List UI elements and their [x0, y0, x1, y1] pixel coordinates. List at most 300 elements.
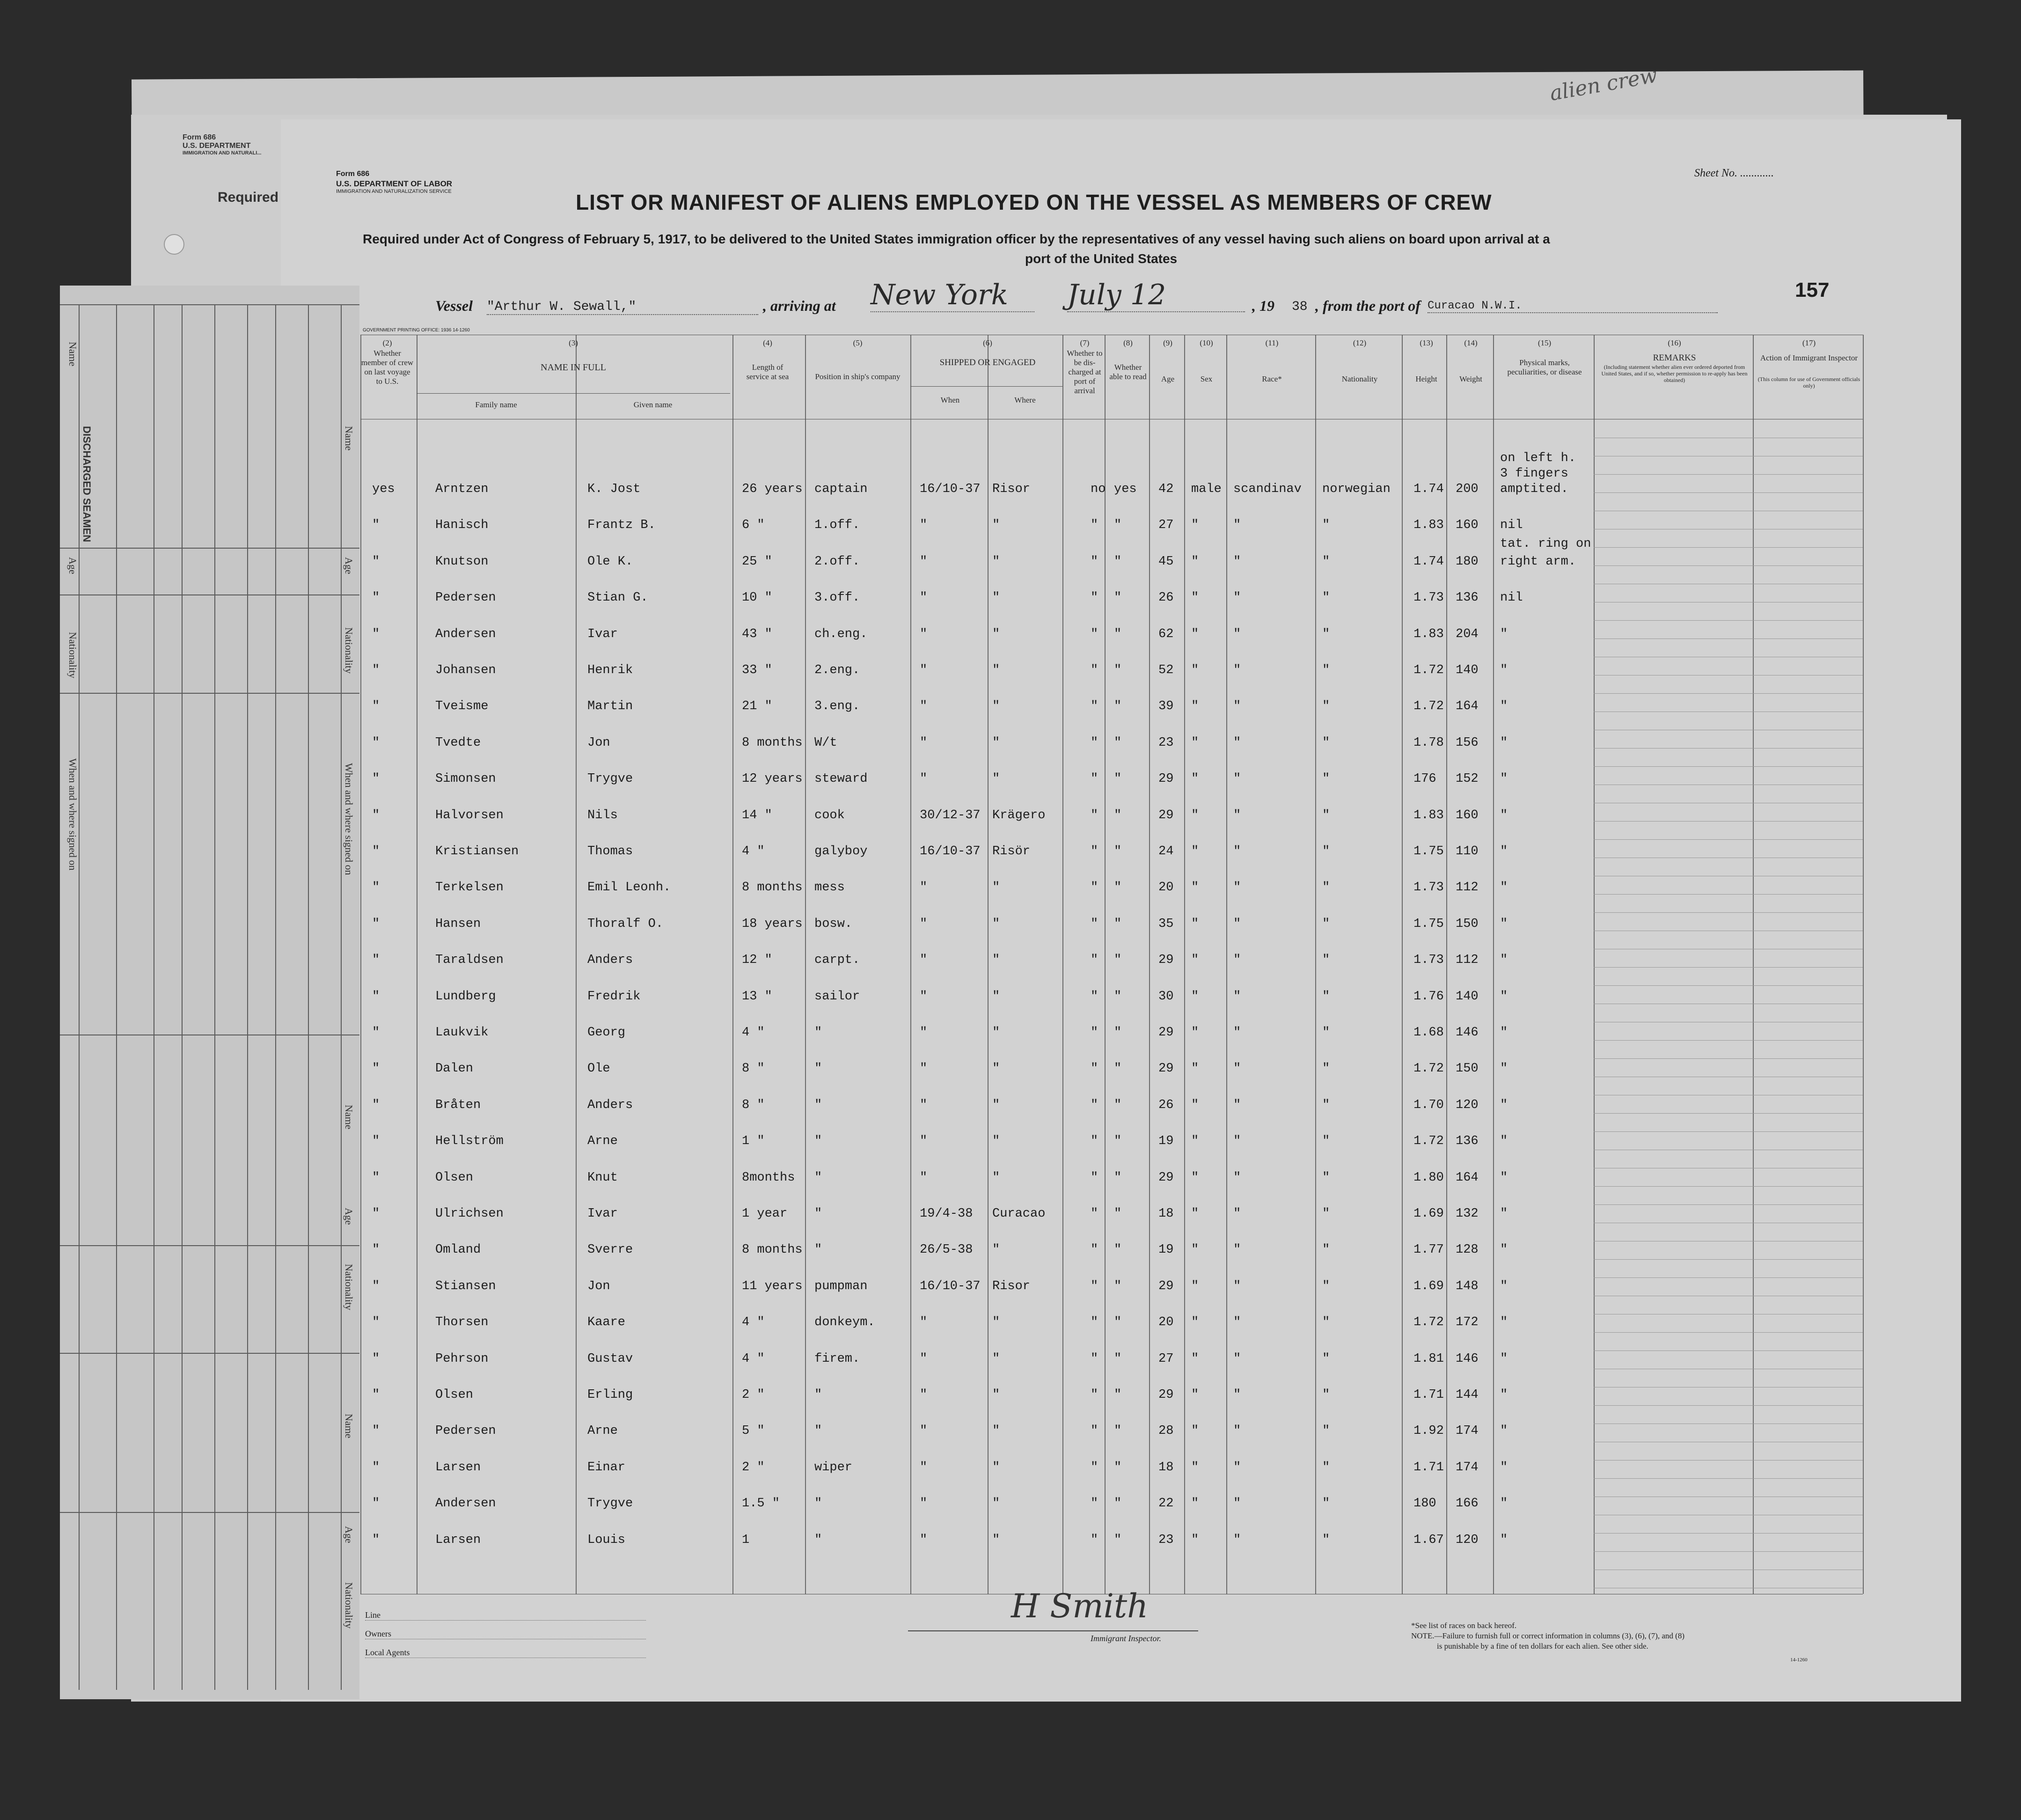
- slip-row-rule: [60, 1245, 359, 1246]
- row-12-read: ": [1114, 881, 1122, 895]
- row-15-marks: ": [1500, 989, 1508, 1004]
- row-6-service: 33 ": [742, 663, 772, 677]
- row-23-discharge: ": [1091, 1279, 1098, 1293]
- col-10-number: (10): [1200, 338, 1213, 347]
- row-12-marks: ": [1500, 881, 1508, 895]
- row-24-weight: 172: [1456, 1315, 1479, 1330]
- table-column-rule: [1149, 335, 1150, 1594]
- slip-column-rule: [116, 304, 117, 1035]
- row-5-where: ": [992, 627, 1000, 641]
- row-15-nationality: ": [1322, 989, 1330, 1004]
- row-29-marks: ": [1500, 1497, 1508, 1511]
- row-10-nationality: ": [1322, 808, 1330, 822]
- ruled-line: [1594, 1040, 1863, 1041]
- row-2-nationality: ": [1322, 518, 1330, 533]
- col-12-number: (12): [1353, 338, 1367, 347]
- table-column-rule: [1446, 335, 1447, 1594]
- row-30-given: Louis: [587, 1533, 626, 1547]
- row-15-when: ": [920, 989, 928, 1004]
- row-6-read: ": [1114, 663, 1122, 677]
- row-21-nationality: ": [1322, 1207, 1330, 1221]
- row-27-where: ": [992, 1424, 1000, 1438]
- row-10-position: cook: [814, 808, 845, 822]
- table-column-rule: [988, 335, 989, 1594]
- slip-column-rule: [308, 304, 309, 1035]
- row-28-marks: ": [1500, 1460, 1508, 1475]
- slip-label-nationality: Nationality: [67, 632, 79, 678]
- row-22-service: 8 months: [742, 1243, 803, 1257]
- row-4-family: Pedersen: [435, 591, 496, 605]
- row-19-sex: ": [1191, 1134, 1199, 1149]
- row-16-position: ": [814, 1026, 822, 1040]
- row-12-when: ": [920, 881, 928, 895]
- col-6-number: (6): [983, 338, 992, 347]
- row-21-member: ": [372, 1207, 380, 1221]
- ruled-line: [1594, 766, 1863, 767]
- row-16-service: 4 ": [742, 1026, 765, 1040]
- slip-right-nationality-3: Nationality: [343, 1582, 355, 1629]
- row-27-read: ": [1114, 1424, 1122, 1438]
- row-10-given: Nils: [587, 808, 618, 822]
- row-7-read: ": [1114, 699, 1122, 714]
- row-20-marks: ": [1500, 1170, 1508, 1185]
- slip-column-rule: [182, 304, 183, 1035]
- row-8-member: ": [372, 735, 380, 750]
- col-16-subheader: (Including statement whether alien ever ordered deported from United States, and if so, whether permission to re-apply has been obtained): [1601, 364, 1748, 383]
- from-port-label: , from the port of: [1315, 297, 1421, 314]
- row-7-where: ": [992, 699, 1000, 714]
- ruled-line: [1594, 547, 1863, 548]
- ruled-line: [1594, 1259, 1863, 1260]
- row-20-race: ": [1233, 1170, 1241, 1185]
- row-10-sex: ": [1191, 808, 1199, 822]
- row-13-where: ": [992, 917, 1000, 931]
- row-29-weight: 166: [1456, 1497, 1479, 1511]
- row-9-race: ": [1233, 772, 1241, 786]
- row-16-age: 29: [1158, 1026, 1174, 1040]
- row-11-sex: ": [1191, 844, 1199, 859]
- row-3-height: 1.74: [1413, 554, 1444, 569]
- row-26-read: ": [1114, 1388, 1122, 1402]
- row-30-service: 1: [742, 1533, 750, 1547]
- row-14-position: carpt.: [814, 953, 860, 968]
- row-29-race: ": [1233, 1497, 1241, 1511]
- row-29-position: ": [814, 1497, 822, 1511]
- row-28-sex: ": [1191, 1460, 1199, 1475]
- row-9-sex: ": [1191, 772, 1199, 786]
- row-26-sex: ": [1191, 1388, 1199, 1402]
- row-23-read: ": [1114, 1279, 1122, 1293]
- row-1-where: Risor: [992, 482, 1031, 496]
- row-29-member: ": [372, 1497, 380, 1511]
- row-20-weight: 164: [1456, 1170, 1479, 1185]
- row-22-sex: ": [1191, 1243, 1199, 1257]
- row-27-age: 28: [1158, 1424, 1174, 1438]
- row-30-position: ": [814, 1533, 822, 1547]
- row-1-given: K. Jost: [587, 482, 641, 496]
- ruled-line: [1594, 1551, 1863, 1552]
- row-3-family: Knutson: [435, 554, 489, 569]
- row-1-position: captain: [814, 482, 868, 496]
- row-30-where: ": [992, 1533, 1000, 1547]
- row-13-discharge: ": [1091, 917, 1098, 931]
- row-23-sex: ": [1191, 1279, 1199, 1293]
- row-27-height: 1.92: [1413, 1424, 1444, 1438]
- row-25-where: ": [992, 1351, 1000, 1366]
- row-28-nationality: ": [1322, 1460, 1330, 1475]
- row-13-read: ": [1114, 917, 1122, 931]
- ruled-line: [1594, 748, 1863, 749]
- row-1-marks: amptited.: [1500, 482, 1568, 496]
- row-20-when: ": [920, 1170, 928, 1185]
- row-2-when: ": [920, 518, 928, 533]
- row-3-weight: 180: [1456, 554, 1479, 569]
- row-23-nationality: ": [1322, 1279, 1330, 1293]
- row-7-position: 3.eng.: [814, 699, 860, 714]
- row-20-nationality: ": [1322, 1170, 1330, 1185]
- row-5-nationality: ": [1322, 627, 1330, 641]
- table-column-rule: [1105, 335, 1106, 1594]
- row-1-family: Arntzen: [435, 482, 489, 496]
- row-6-discharge: ": [1091, 663, 1098, 677]
- row-2-given: Frantz B.: [587, 518, 656, 533]
- row-19-discharge: ": [1091, 1134, 1098, 1149]
- ruled-line: [1594, 693, 1863, 694]
- row-23-height: 1.69: [1413, 1279, 1444, 1293]
- row-7-discharge: ": [1091, 699, 1098, 714]
- row-19-height: 1.72: [1413, 1134, 1444, 1149]
- row-8-marks: ": [1500, 735, 1508, 750]
- row-10-where: Krägero: [992, 808, 1046, 822]
- row-11-position: galyboy: [814, 844, 868, 859]
- row-26-age: 29: [1158, 1388, 1174, 1402]
- row-18-read: ": [1114, 1098, 1122, 1112]
- row-28-race: ": [1233, 1460, 1241, 1475]
- ruled-line: [1594, 1186, 1863, 1187]
- row-1-member: yes: [372, 482, 395, 496]
- manifest-sheet: [281, 119, 1961, 1702]
- row-17-position: ": [814, 1062, 822, 1076]
- row-3-service: 25 ": [742, 554, 772, 569]
- row-22-weight: 128: [1456, 1243, 1479, 1257]
- row-14-discharge: ": [1091, 953, 1098, 968]
- row-9-nationality: ": [1322, 772, 1330, 786]
- row-21-race: ": [1233, 1207, 1241, 1221]
- row-30-family: Larsen: [435, 1533, 481, 1547]
- row-8-service: 8 months: [742, 735, 803, 750]
- col-15-header: Physical marks, peculiarities, or disease: [1507, 358, 1582, 376]
- slip-right-age-2: Age: [343, 1208, 355, 1225]
- row-7-height: 1.72: [1413, 699, 1444, 714]
- row-25-height: 1.81: [1413, 1351, 1444, 1366]
- row-15-weight: 140: [1456, 989, 1479, 1004]
- row-29-discharge: ": [1091, 1497, 1098, 1511]
- row-29-where: ": [992, 1497, 1000, 1511]
- row-18-position: ": [814, 1098, 822, 1112]
- row-5-member: ": [372, 627, 380, 641]
- row-26-when: ": [920, 1388, 928, 1402]
- row-18-discharge: ": [1091, 1098, 1098, 1112]
- row-20-family: Olsen: [435, 1170, 474, 1185]
- row-6-member: ": [372, 663, 380, 677]
- row-17-family: Dalen: [435, 1062, 474, 1076]
- row-2-position: 1.off.: [814, 518, 860, 533]
- slip-column-rule: [308, 1035, 309, 1690]
- row-18-family: Bråten: [435, 1098, 481, 1112]
- row-7-given: Martin: [587, 699, 633, 714]
- row-26-marks: ": [1500, 1388, 1508, 1402]
- row-4-height: 1.73: [1413, 591, 1444, 605]
- row-30-weight: 120: [1456, 1533, 1479, 1547]
- row-24-service: 4 ": [742, 1315, 765, 1330]
- row-26-given: Erling: [587, 1388, 633, 1402]
- vessel-name: "Arthur W. Sewall,": [487, 300, 758, 315]
- row-17-height: 1.72: [1413, 1062, 1444, 1076]
- col-14-header: Weight: [1459, 374, 1482, 383]
- row-12-weight: 112: [1456, 881, 1479, 895]
- row-19-member: ": [372, 1134, 380, 1149]
- row-13-nationality: ": [1322, 917, 1330, 931]
- row-14-member: ": [372, 953, 380, 968]
- row-9-member: ": [372, 772, 380, 786]
- row-22-where: ": [992, 1243, 1000, 1257]
- row-17-weight: 150: [1456, 1062, 1479, 1076]
- ruled-line: [1594, 839, 1863, 840]
- row-11-service: 4 ": [742, 844, 765, 859]
- table-column-rule: [1062, 335, 1063, 1594]
- row-9-family: Simonsen: [435, 772, 496, 786]
- row-5-age: 62: [1158, 627, 1174, 641]
- row-11-discharge: ": [1091, 844, 1098, 859]
- row-11-weight: 110: [1456, 844, 1479, 859]
- row-20-sex: ": [1191, 1170, 1199, 1185]
- row-19-where: ": [992, 1134, 1000, 1149]
- row-11-member: ": [372, 844, 380, 859]
- row-17-race: ": [1233, 1062, 1241, 1076]
- row-27-nationality: ": [1322, 1424, 1330, 1438]
- row-5-when: ": [920, 627, 928, 641]
- row-18-given: Anders: [587, 1098, 633, 1112]
- row-14-age: 29: [1158, 953, 1174, 968]
- row-14-read: ": [1114, 953, 1122, 968]
- row-11-when: 16/10-37: [920, 844, 981, 859]
- slip-right-age-3: Age: [343, 1526, 355, 1543]
- row-20-where: ": [992, 1170, 1000, 1185]
- col-3-header: NAME IN FULL: [541, 362, 606, 373]
- arriving-label: , arriving at: [763, 297, 836, 314]
- row-25-given: Gustav: [587, 1351, 633, 1366]
- row-18-race: ": [1233, 1098, 1241, 1112]
- row-14-when: ": [920, 953, 928, 968]
- row-22-given: Sverre: [587, 1243, 633, 1257]
- row-2-age: 27: [1158, 518, 1174, 533]
- row-5-family: Andersen: [435, 627, 496, 641]
- row-14-given: Anders: [587, 953, 633, 968]
- punch-hole: [164, 234, 184, 255]
- row-13-member: ": [372, 917, 380, 931]
- row-11-race: ": [1233, 844, 1241, 859]
- row-23-when: 16/10-37: [920, 1279, 981, 1293]
- row-8-where: ": [992, 735, 1000, 750]
- row-10-service: 14 ": [742, 808, 772, 822]
- row-4-position: 3.off.: [814, 591, 860, 605]
- row-11-read: ": [1114, 844, 1122, 859]
- row-22-family: Omland: [435, 1243, 481, 1257]
- row-29-read: ": [1114, 1497, 1122, 1511]
- row-18-height: 1.70: [1413, 1098, 1444, 1112]
- row-7-service: 21 ": [742, 699, 772, 714]
- row-18-age: 26: [1158, 1098, 1174, 1112]
- row-4-sex: ": [1191, 591, 1199, 605]
- row-10-member: ": [372, 808, 380, 822]
- row-19-given: Arne: [587, 1134, 618, 1149]
- row-8-family: Tvedte: [435, 735, 481, 750]
- row-22-position: ": [814, 1243, 822, 1257]
- row-4-weight: 136: [1456, 591, 1479, 605]
- row-15-position: sailor: [814, 989, 860, 1004]
- row-29-family: Andersen: [435, 1497, 496, 1511]
- col-7-header: Whether to be dis-charged at port of arrival: [1067, 349, 1103, 395]
- row-11-family: Kristiansen: [435, 844, 519, 859]
- row-16-marks: ": [1500, 1026, 1508, 1040]
- slip-row-rule: [60, 594, 359, 595]
- row-24-when: ": [920, 1315, 928, 1330]
- row-4-member: ": [372, 591, 380, 605]
- row-15-family: Lundberg: [435, 989, 496, 1004]
- table-column-rule: [1402, 335, 1403, 1594]
- slip-column-rule: [341, 1035, 342, 1690]
- row-9-age: 29: [1158, 772, 1174, 786]
- row-1-race: scandinav: [1233, 482, 1302, 496]
- row-11-where: Risör: [992, 844, 1031, 859]
- row-14-family: Taraldsen: [435, 953, 504, 968]
- footer-line-label: Line: [365, 1610, 646, 1621]
- row-10-height: 1.83: [1413, 808, 1444, 822]
- row-9-position: steward: [814, 772, 868, 786]
- row-22-race: ": [1233, 1243, 1241, 1257]
- row-14-marks: ": [1500, 953, 1508, 968]
- row-17-when: ": [920, 1062, 928, 1076]
- col-12-header: Nationality: [1341, 374, 1378, 383]
- row-23-race: ": [1233, 1279, 1241, 1293]
- row-11-nationality: ": [1322, 844, 1330, 859]
- col-17-subheader: (This column for use of Government officials only): [1757, 376, 1860, 389]
- row-19-nationality: ": [1322, 1134, 1330, 1149]
- row-24-where: ": [992, 1315, 1000, 1330]
- row-5-position: ch.eng.: [814, 627, 868, 641]
- row-8-sex: ": [1191, 735, 1199, 750]
- ruled-line: [1594, 492, 1863, 493]
- col-6-header: SHIPPED OR ENGAGED: [939, 358, 1036, 367]
- row-25-when: ": [920, 1351, 928, 1366]
- row-3-discharge: ": [1091, 554, 1098, 569]
- row-26-nationality: ": [1322, 1388, 1330, 1402]
- row-23-where: Risor: [992, 1279, 1031, 1293]
- row-28-discharge: ": [1091, 1460, 1098, 1475]
- row-10-discharge: ": [1091, 808, 1098, 822]
- row-24-height: 1.72: [1413, 1315, 1444, 1330]
- col-2-number: (2): [382, 338, 392, 347]
- col-9-number: (9): [1163, 338, 1172, 347]
- row-18-weight: 120: [1456, 1098, 1479, 1112]
- row-9-marks: ": [1500, 772, 1508, 786]
- row-15-read: ": [1114, 989, 1122, 1004]
- row-20-member: ": [372, 1170, 380, 1185]
- row-16-family: Laukvik: [435, 1026, 489, 1040]
- row-27-sex: ": [1191, 1424, 1199, 1438]
- row-18-nationality: ": [1322, 1098, 1330, 1112]
- row-29-nationality: ": [1322, 1497, 1330, 1511]
- slip-label-age: Age: [67, 557, 79, 574]
- row-28-given: Einar: [587, 1460, 626, 1475]
- row-21-given: Ivar: [587, 1207, 618, 1221]
- slip-right-nationality-2: Nationality: [343, 1264, 355, 1310]
- row-5-weight: 204: [1456, 627, 1479, 641]
- slip-label-signed-on: When and where signed on: [67, 758, 79, 871]
- row-21-family: Ulrichsen: [435, 1207, 504, 1221]
- row-1-marks-above-2: 3 fingers: [1500, 467, 1568, 481]
- col-10-header: Sex: [1200, 374, 1213, 383]
- row-6-nationality: ": [1322, 663, 1330, 677]
- table-column-rule: [1863, 335, 1864, 1594]
- row-23-marks: ": [1500, 1279, 1508, 1293]
- row-13-sex: ": [1191, 917, 1199, 931]
- slip-right-name-1: Name: [343, 426, 355, 451]
- row-16-given: Georg: [587, 1026, 626, 1040]
- row-23-age: 29: [1158, 1279, 1174, 1293]
- row-3-marks: right arm.: [1500, 554, 1576, 569]
- row-7-member: ": [372, 699, 380, 714]
- row-21-discharge: ": [1091, 1207, 1098, 1221]
- row-13-given: Thoralf O.: [587, 917, 664, 931]
- row-15-member: ": [372, 989, 380, 1004]
- ruled-line: [1594, 1058, 1863, 1059]
- row-9-weight: 152: [1456, 772, 1479, 786]
- row-16-height: 1.68: [1413, 1026, 1444, 1040]
- col-8-number: (8): [1123, 338, 1133, 347]
- row-12-family: Terkelsen: [435, 881, 504, 895]
- slip-right-nationality-1: Nationality: [343, 627, 355, 674]
- row-7-marks: ": [1500, 699, 1508, 714]
- row-23-service: 11 years: [742, 1279, 803, 1293]
- ruled-line: [1594, 474, 1863, 475]
- row-3-age: 45: [1158, 554, 1174, 569]
- row-3-position: 2.off.: [814, 554, 860, 569]
- col-2-header: Whether member of crew on last voyage to U.S.: [361, 349, 414, 386]
- row-8-given: Jon: [587, 735, 610, 750]
- row-13-height: 1.75: [1413, 917, 1444, 931]
- row-21-marks: ": [1500, 1207, 1508, 1221]
- col-11-number: (11): [1265, 338, 1279, 347]
- row-11-age: 24: [1158, 844, 1174, 859]
- row-26-service: 2 ": [742, 1388, 765, 1402]
- row-26-weight: 144: [1456, 1388, 1479, 1402]
- row-16-weight: 146: [1456, 1026, 1479, 1040]
- row-5-sex: ": [1191, 627, 1199, 641]
- row-5-race: ": [1233, 627, 1241, 641]
- ruled-line: [1594, 1131, 1863, 1132]
- slip-column-rule: [275, 1035, 276, 1690]
- footer-printing: 14-1260: [1790, 1657, 1808, 1663]
- row-10-race: ": [1233, 808, 1241, 822]
- footer-note-2: NOTE.—Failure to furnish full or correct information in columns (3), (6), (7), and (8): [1411, 1631, 1684, 1640]
- row-5-read: ": [1114, 627, 1122, 641]
- inspector-label: Immigrant Inspector.: [1091, 1634, 1161, 1643]
- row-21-height: 1.69: [1413, 1207, 1444, 1221]
- row-25-position: firem.: [814, 1351, 860, 1366]
- subtitle-line-2: port of the United States: [1025, 251, 1178, 266]
- sheet-number-label: Sheet No. ............: [1694, 167, 1774, 179]
